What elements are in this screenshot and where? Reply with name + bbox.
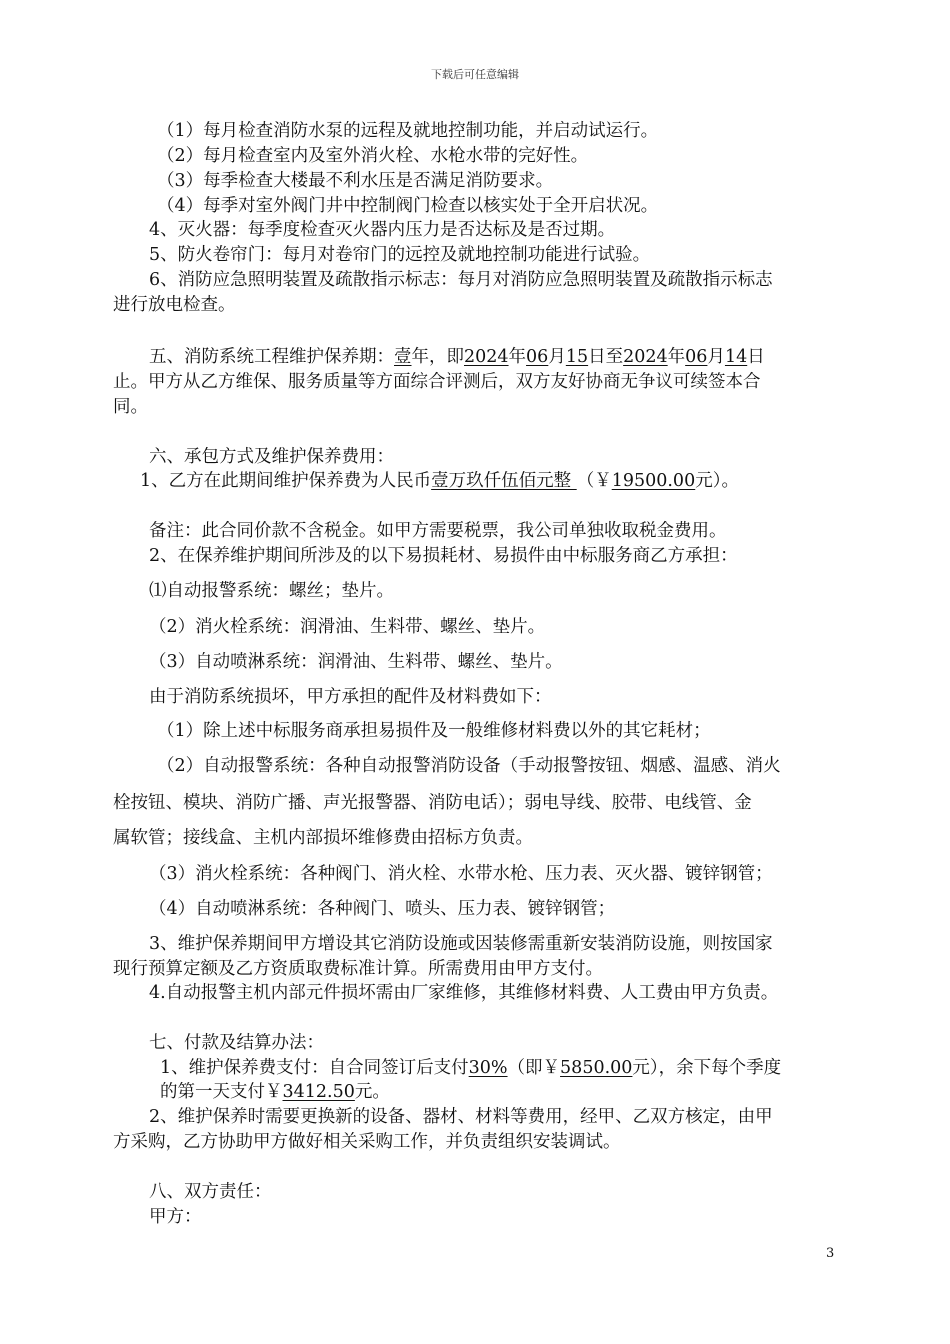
text-line: （2）自动报警系统：各种自动报警消防设备（手动报警按钮、烟感、温感、消火 (157, 756, 781, 776)
text-segment: 月 (548, 347, 566, 367)
text-line: （1）除上述中标服务商承担易损件及一般维修材料费以外的其它耗材； (157, 721, 711, 741)
text-line: 现行预算定额及乙方资质取费标准计算。所需费用由甲方支付。 (113, 959, 603, 979)
page-header: 下载后可任意编辑 (431, 68, 519, 81)
filled-field: 06 (526, 347, 549, 367)
text-line: 七、付款及结算办法： (149, 1033, 324, 1053)
text-line: 5、防火卷帘门：每月对卷帘门的远控及就地控制功能进行试验。 (149, 245, 651, 265)
filled-field: 2024 (464, 347, 509, 367)
text-line: （1）每月检查消防水泵的远程及就地控制功能，并启动试运行。 (157, 121, 659, 141)
text-line: （2）消火栓系统：润滑油、生料带、螺丝、垫片。 (149, 617, 546, 637)
text-segment: 元）。 (695, 471, 739, 491)
text-segment: 年 (667, 347, 686, 367)
text-segment: 年 (508, 347, 527, 367)
text-line: 6、消防应急照明装置及疏散指示标志：每月对消防应急照明装置及疏散指示标志 (149, 270, 773, 290)
filled-field: 壹 (394, 347, 412, 367)
text-segment: 日至 (588, 347, 624, 367)
filled-field: 3412.50 (282, 1082, 355, 1102)
text-line: 2、在保养维护期间所涉及的以下易损耗材、易损件由中标服务商乙方承担： (149, 546, 738, 566)
text-line: 六、承包方式及维护保养费用： (149, 447, 394, 467)
text-segment: 五、消防系统工程维护保养期： (149, 347, 394, 367)
text-line: 栓按钮、模块、消防广播、声光报警器、消防电话）；弱电导线、胶带、电线管、金 (113, 793, 752, 813)
text-segment: 年，即 (411, 347, 464, 367)
text-segment: 日 (747, 347, 765, 367)
text-segment: 1、维护保养费支付：自合同签订后支付 (160, 1058, 469, 1078)
text-line: 甲方： (149, 1207, 202, 1227)
filled-field: 壹万玖仟伍佰元整 (431, 471, 577, 491)
text-segment: （即￥ (507, 1058, 561, 1078)
text-line: 4、灭火器：每季度检查灭火器内压力是否达标及是否过期。 (149, 220, 616, 240)
text-line: （4）自动喷淋系统：各种阀门、喷头、压力表、镀锌钢管； (149, 899, 616, 919)
text-line: （3）每季检查大楼最不利水压是否满足消防要求。 (157, 171, 554, 191)
text-segment: 元），余下每个季度 (632, 1058, 782, 1078)
text-line: 2、维护保养时需要更换新的设备、器材、材料等费用，经甲、乙双方核定，由甲 (149, 1107, 773, 1127)
text-line: 4.自动报警主机内部元件损坏需由厂家维修，其维修材料费、人工费由甲方负责。 (149, 983, 779, 1003)
filled-field: 14 (724, 347, 748, 367)
filled-field: 30% (468, 1058, 508, 1078)
text-line (160, 1057, 781, 1079)
filled-field: 06 (685, 347, 708, 367)
filled-field: 2024 (623, 347, 668, 367)
text-line: 由于消防系统损坏，甲方承担的配件及材料费如下： (149, 687, 552, 707)
page-number: 3 (826, 1246, 835, 1261)
text-line (149, 346, 765, 368)
text-segment: （￥ (576, 471, 612, 491)
text-line: 止。甲方从乙方维保、服务质量等方面综合评测后，双方友好协商无争议可续签本合 (113, 372, 761, 392)
text-line: 3、维护保养期间甲方增设其它消防设施或因装修需重新安装消防设施，则按国家 (149, 934, 773, 954)
text-segment: 的第一天支付￥ (160, 1082, 283, 1102)
text-line: 进行放电检查。 (113, 295, 236, 315)
text-line: （3）自动喷淋系统：润滑油、生料带、螺丝、垫片。 (149, 652, 563, 672)
text-line: 备注：此合同价款不含税金。如甲方需要税票，我公司单独收取税金费用。 (149, 521, 727, 541)
text-line: ⑴自动报警系统：螺丝；垫片。 (149, 581, 394, 601)
text-line: 方采购，乙方协助甲方做好相关采购工作，并负责组织安装调试。 (113, 1132, 621, 1152)
text-line: 属软管；接线盒、主机内部损坏维修费由招标方负责。 (113, 828, 533, 848)
text-line: （3）消火栓系统：各种阀门、消火栓、水带水枪、压力表、灭火器、镀锌钢管； (149, 864, 773, 884)
text-line (140, 470, 739, 492)
text-segment: 元。 (354, 1082, 390, 1102)
filled-field: 5850.00 (560, 1058, 633, 1078)
filled-field: 19500.00 (611, 471, 696, 491)
text-line (160, 1081, 390, 1103)
text-segment: 月 (707, 347, 725, 367)
text-line: 八、双方责任： (149, 1182, 272, 1202)
text-line: 同。 (113, 397, 148, 417)
text-line: （2）每月检查室内及室外消火栓、水枪水带的完好性。 (157, 146, 589, 166)
filled-field: 15 (565, 347, 589, 367)
text-line: （4）每季对室外阀门井中控制阀门检查以核实处于全开启状况。 (157, 196, 659, 216)
text-segment: 1、乙方在此期间维护保养费为人民币 (140, 471, 432, 491)
